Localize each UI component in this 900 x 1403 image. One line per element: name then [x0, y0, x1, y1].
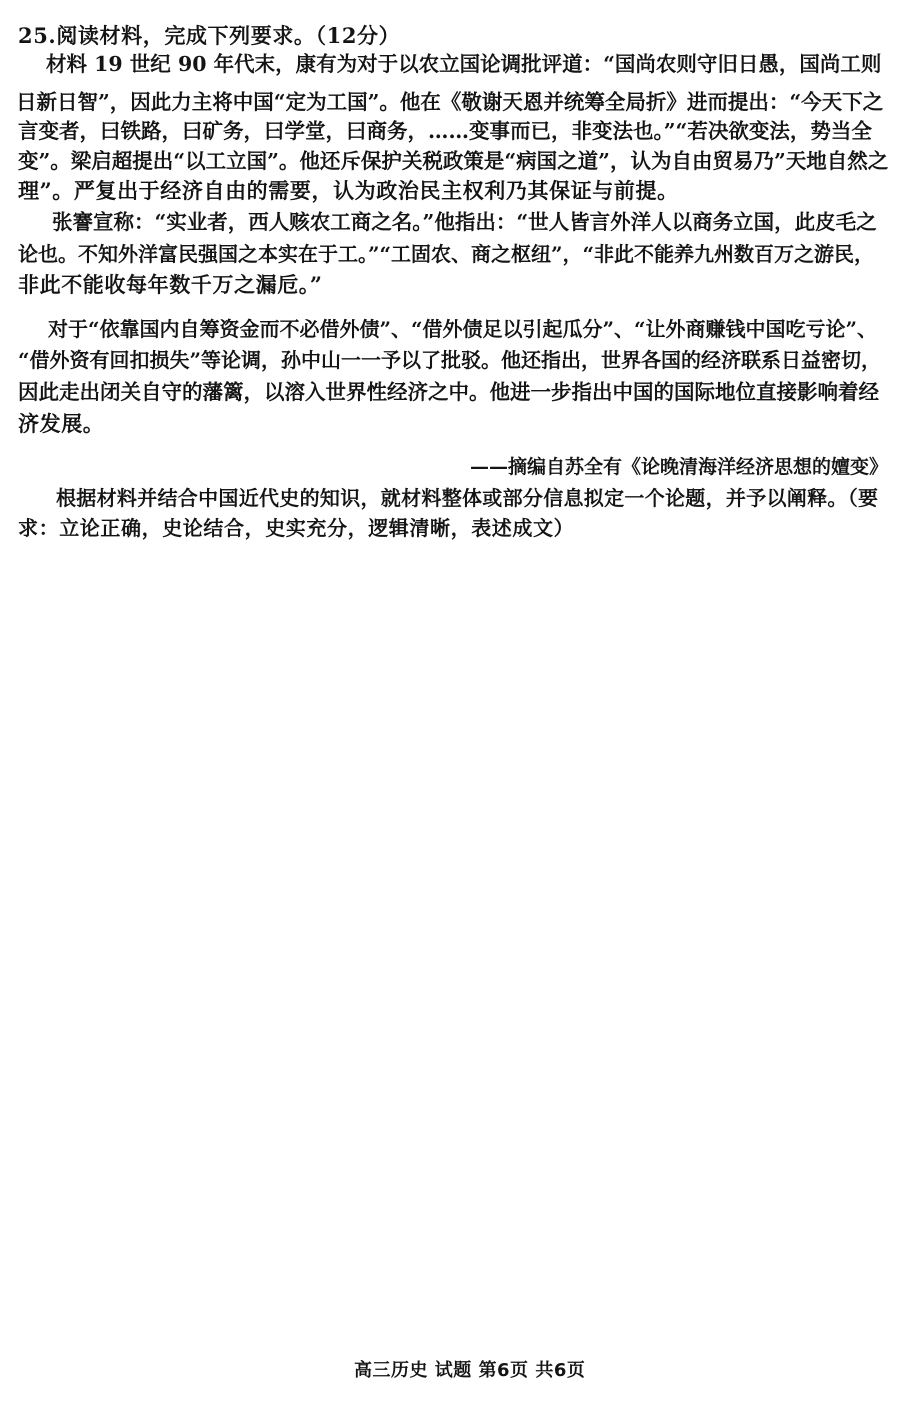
material-line-3: 变”。梁启超提出“以工立国”。他还斥保护关税政策是“病国之道”，认为自由贸易乃”天地自然之: [18, 149, 889, 173]
material-line-5: 张謇宣称：“实业者，西人赅农工商之名。”他指出：“世人皆言外洋人以商务立国，此皮毛之: [52, 210, 877, 234]
material-line-11: 济发展。: [18, 411, 105, 436]
material-line-7: 非此不能收每年数千万之漏卮。”: [18, 272, 323, 297]
material-title: 材料 19 世纪 90 年代末，: [46, 52, 296, 76]
question-heading: 25.阅读材料，完成下列要求。（12分）: [18, 23, 401, 48]
material-line-6: 论也。不知外洋富民强国之本实在于工。”“工固农、商之枢纽”，“非此不能养九州数百万之游民，: [18, 242, 875, 266]
material-line-1: 日新日智”，因此力主将中国“定为工国”。他在《敬谢天恩并统筹全局折》进而提出：“今天下之: [16, 90, 884, 114]
material-source: ——摘编自苏全有《论晚清海洋经济思想的嬗变》: [470, 456, 889, 478]
material-line-10: 因此走出闭关自守的藩篱，以溶入世界性经济之中。他进一步指出中国的国际地位直接影响着经: [18, 380, 879, 404]
material-line-2: 言变者，曰铁路，曰矿务，曰学堂，曰商务，……变事而已，非变法也。”“若决欲变法，势当全: [18, 119, 872, 143]
task-line-1: 根据材料并结合中国近代史的知识，就材料整体或部分信息拟定一个论题，并予以阐释。（要: [56, 486, 879, 510]
material-title-line: [46, 50, 881, 78]
task-line-2: 求：立论正确，史论结合，史实充分，逻辑清晰，表述成文）: [18, 516, 575, 540]
material-line-9: “借外资有回扣损失”等论调，孙中山一一予以了批驳。他还指出，世界各国的经济联系日益密切，: [18, 348, 882, 372]
material-line-0: 康有为对于以农立国论调批评道：“国尚农则守旧日愚，国尚工则: [295, 52, 882, 76]
page-footer: 高三历史 试题 第6页 共6页: [354, 1360, 586, 1381]
material-line-8: 对于“依靠国内自筹资金而不必借外债”、“借外债足以引起瓜分”、“让外商赚钱中国吃亏论”、: [48, 317, 878, 341]
material-line-4: 理”。严复出于经济自由的需要，认为政治民主权利乃其保证与前提。: [18, 178, 679, 203]
